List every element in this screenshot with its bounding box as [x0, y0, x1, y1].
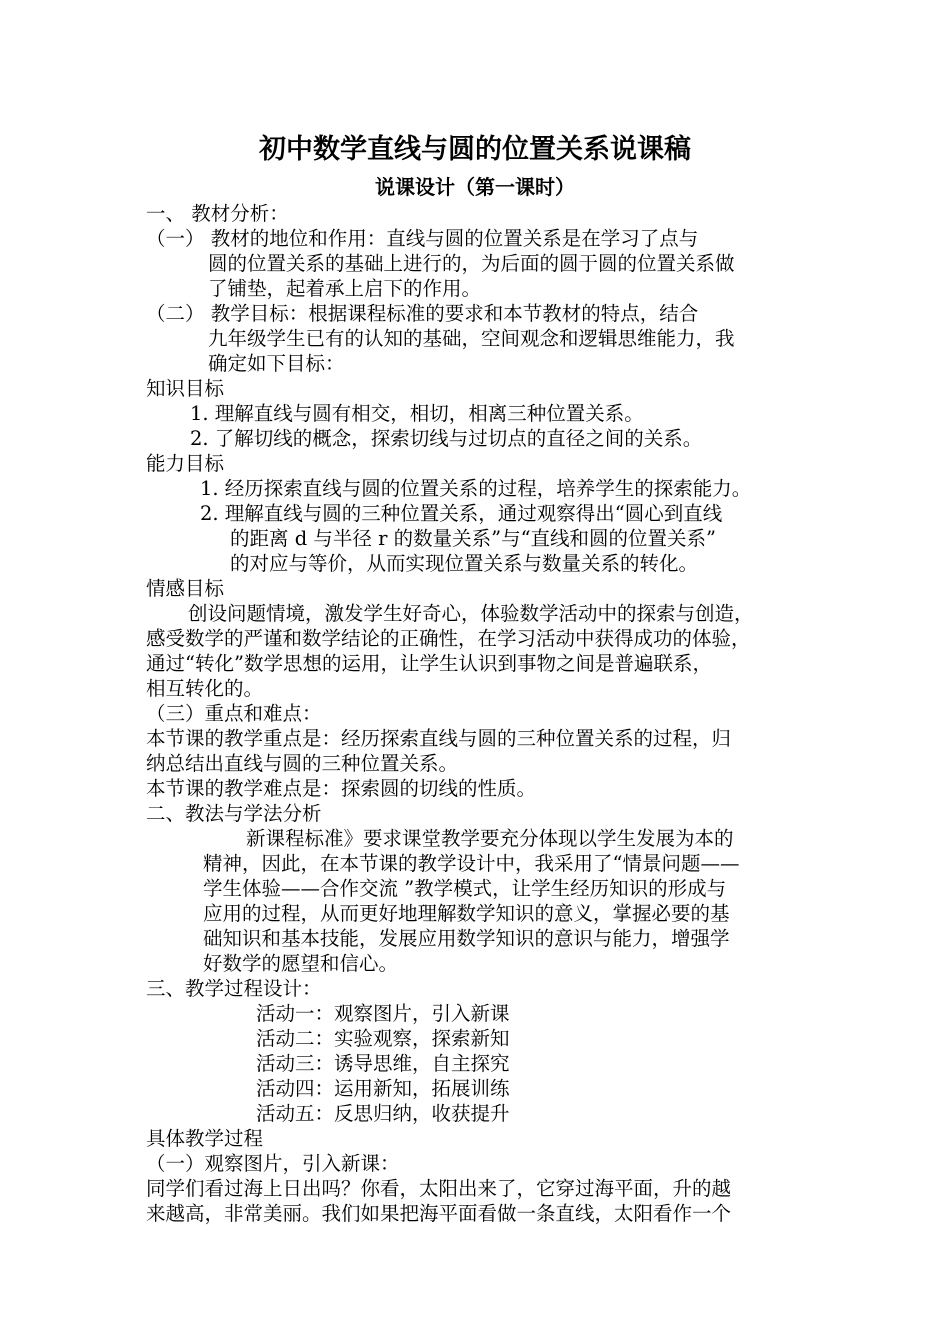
subsection-heading: 具体教学过程	[146, 1127, 264, 1150]
subsection-heading: 能力目标	[146, 452, 225, 475]
text-line: 感受数学的严谨和数学结论的正确性，在学习活动中获得成功的体验，	[146, 627, 751, 650]
activity-item: 活动四：运用新知，拓展训练	[256, 1077, 510, 1100]
text-line: 圆的位置关系的基础上进行的，为后面的圆于圆的位置关系做	[208, 252, 735, 275]
text-line: 本节课的教学难点是：探索圆的切线的性质。	[146, 777, 537, 800]
text-line: 创设问题情境，激发学生好奇心，体验数学活动中的探索与创造，	[188, 602, 754, 625]
text-line: 通过“转化”数学思想的运用，让学生认识到事物之间是普遍联系，	[146, 652, 712, 675]
subsection-heading: 情感目标	[146, 577, 225, 600]
activity-item: 活动一：观察图片，引入新课	[256, 1002, 510, 1025]
text-line: （一） 教材的地位和作用：直线与圆的位置关系是在学习了点与	[146, 227, 699, 250]
text-line: 纳总结出直线与圆的三种位置关系。	[146, 752, 459, 775]
document-subtitle: 说课设计（第一课时）	[375, 175, 575, 199]
text-line: 的对应与等价，从而实现位置关系与数量关系的转化。	[230, 552, 699, 575]
list-item: 1. 经历探索直线与圆的位置关系的过程，培养学生的探索能力。	[200, 477, 752, 500]
text-line: 好数学的愿望和信心。	[203, 952, 399, 975]
subsection-heading: （一）观察图片，引入新课：	[146, 1152, 400, 1175]
text-line: 了铺垫，起着承上启下的作用。	[208, 277, 482, 300]
section-heading: 三、教学过程设计：	[146, 977, 322, 1000]
activity-item: 活动三：诱导思维，自主探究	[256, 1052, 510, 1075]
activity-item: 活动二：实验观察，探索新知	[256, 1027, 510, 1050]
text-line: 应用的过程，从而更好地理解数学知识的意义，掌握必要的基	[203, 902, 730, 925]
text-line: 来越高，非常美丽。我们如果把海平面看做一条直线，太阳看作一个	[146, 1202, 732, 1225]
text-line: 精神，因此，在本节课的教学设计中，我采用了“情景问题——	[203, 852, 740, 875]
text-line: 本节课的教学重点是：经历探索直线与圆的三种位置关系的过程，归	[146, 727, 732, 750]
document-title: 初中数学直线与圆的位置关系说课稿	[259, 134, 691, 165]
text-line: 新课程标准》要求课堂教学要充分体现以学生发展为本的	[246, 827, 734, 850]
text-line: 的距离 d 与半径 r 的数量关系”与“直线和圆的位置关系”	[230, 527, 717, 550]
text-line: 确定如下目标：	[208, 352, 345, 375]
text-line: （二） 教学目标：根据课程标准的要求和本节教材的特点，结合	[146, 302, 699, 325]
section-heading: 一、 教材分析：	[146, 202, 289, 225]
section-heading: 二、教法与学法分析	[146, 802, 322, 825]
subsection-heading: 知识目标	[146, 377, 225, 400]
text-line: 九年级学生已有的认知的基础，空间观念和逻辑思维能力，我	[208, 327, 735, 350]
list-item: 2. 了解切线的概念，探索切线与过切点的直径之间的关系。	[190, 427, 703, 450]
text-line: 相互转化的。	[146, 677, 264, 700]
list-item: 2. 理解直线与圆的三种位置关系，通过观察得出“圆心到直线	[200, 502, 723, 525]
list-item: 1. 理解直线与圆有相交，相切，相离三种位置关系。	[190, 402, 644, 425]
text-line: 础知识和基本技能，发展应用数学知识的意识与能力，增强学	[203, 927, 730, 950]
text-line: 同学们看过海上日出吗？你看，太阳出来了，它穿过海平面，升的越	[146, 1177, 732, 1200]
activity-item: 活动五：反思归纳，收获提升	[256, 1102, 510, 1125]
subsection-heading: （三）重点和难点：	[146, 702, 322, 725]
text-line: 学生体验——合作交流 ”教学模式，让学生经历知识的形成与	[203, 877, 727, 900]
